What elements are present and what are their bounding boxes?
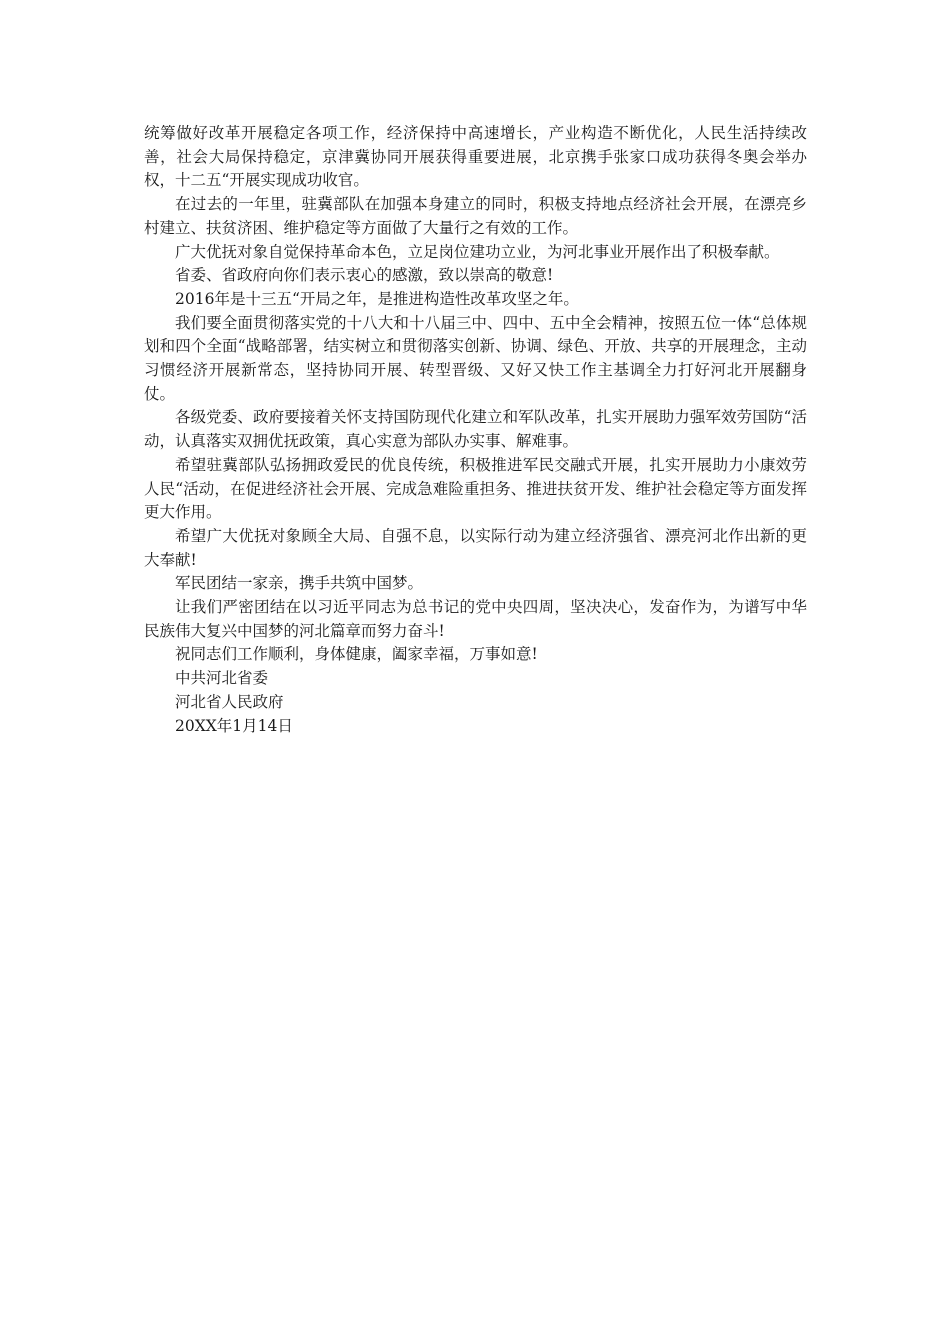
paragraph-troops: 在过去的一年里，驻冀部队在加强本身建立的同时，积极支持地点经济社会开展，在漂亮乡村建立、扶贫济困、维护稳定等方面做了大量行之有效的工作。 [144,195,807,237]
paragraph-gratitude: 省委、省政府向你们表示衷心的感激，致以崇高的敬意! [175,266,554,285]
paragraph-beneficiaries: 广大优抚对象自觉保持革命本色，立足岗位建功立业，为河北事业开展作出了积极奉献。 [175,242,780,261]
signature-party-committee: 中共河北省委 [175,669,269,688]
paragraph-wishes: 祝同志们工作顺利，身体健康，阖家幸福，万事如意! [175,645,538,664]
paragraph-2016: 2016年是十三五“开局之年，是推进构造性改革攻坚之年。 [175,289,579,308]
paragraph-policy: 我们要全面贯彻落实党的十八大和十八届三中、四中、五中全会精神，按照五位一体“总体规划和四个全面“战略部署，结实树立和贯彻落实创新、协调、绿色、开放、共享的开展理念，主动习惯经济开展新常态，坚持协同开展、转型晋级、又好又快工作主基调全力打好河北开展翻身仗。 [144,313,807,403]
signature-date: 20XX年1月14日 [175,716,293,735]
paragraph-unity: 军民团结一家亲，携手共筑中国梦。 [175,574,424,593]
paragraph-summary: 统筹做好改革开展稳定各项工作，经济保持中高速增长，产业构造不断优化，人民生活持续改善，社会大局保持稳定，京津冀协同开展获得重要进展，北京携手张家口成功获得冬奥会举办权，十二五“开展实现成功收官。 [144,124,807,190]
paragraph-hope-troops: 希望驻冀部队弘扬拥政爱民的优良传统，积极推进军民交融式开展，扎实开展助力小康效劳人民“活动，在促进经济社会开展、完成急难险重担务、推进扶贫开发、维护社会稳定等方面发挥更大作用。 [144,455,807,522]
paragraph-call: 让我们严密团结在以习近平同志为总书记的党中央四周，坚决决心，发奋作为，为谱写中华民族伟大复兴中国梦的河北篇章而努力奋斗! [144,598,807,640]
paragraph-hope-beneficiaries: 希望广大优抚对象顾全大局、自强不息，以实际行动为建立经济强省、漂亮河北作出新的更大奉献! [144,526,807,569]
signature-government: 河北省人民政府 [175,692,284,711]
paragraph-party-committees: 各级党委、政府要接着关怀支持国防现代化建立和军队改革，扎实开展助力强军效劳国防“活动，认真落实双拥优抚政策，真心实意为部队办实事、解难事。 [144,408,807,451]
document-body [144,122,807,738]
